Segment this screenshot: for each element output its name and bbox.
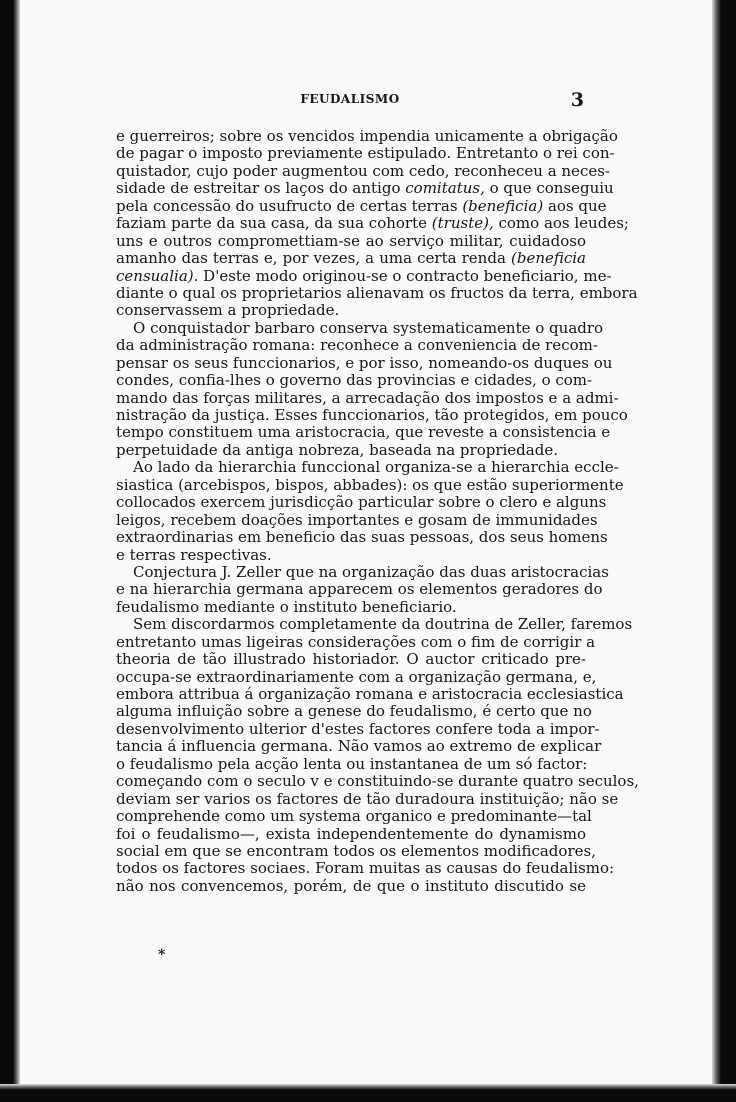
text-line <box>116 562 609 581</box>
text-line <box>116 826 586 843</box>
text-line <box>116 179 614 198</box>
text-segment: siastica (arcebispos, bispos, abbades): os que estão superiormente <box>116 475 624 494</box>
text-line <box>116 336 598 355</box>
page-number: 3 <box>570 89 584 111</box>
text-line <box>116 615 633 634</box>
paragraph <box>116 458 624 564</box>
paragraph <box>116 318 628 460</box>
text-segment: leigos, recebem doações importantes e gosam de immunidades <box>116 510 598 529</box>
text-line <box>116 859 615 878</box>
text-segment: O conquistador barbaro conserva systematicamente o quadro <box>133 318 604 337</box>
text-segment: embora attribua á organização romana e aristocracia ecclesiastica <box>116 685 624 703</box>
italic-term: (beneficia) <box>462 196 544 215</box>
body-text <box>116 127 639 895</box>
page-header <box>116 89 584 114</box>
text-segment: começando com o seculo v e constituindo-se durante quatro seculos, <box>116 772 639 791</box>
italic-term: comitatus, <box>405 179 485 198</box>
paragraph <box>116 127 638 320</box>
text-segment: tempo constituem uma aristocracia, que reveste a consistencia e <box>116 423 611 442</box>
text-segment: Ao lado da hierarchia funccional organiza-se a hierarchia eccle- <box>133 458 619 477</box>
text-segment: nistração da justiça. Esses funccionarios, tão protegidos, em pouco <box>116 406 628 424</box>
text-segment: e na hierarchia germana apparecem os elementos geradores do <box>116 580 603 599</box>
text-line <box>116 161 610 180</box>
text-line <box>116 266 612 285</box>
text-segment: feudalismo mediante o instituto beneficiario. <box>116 597 457 616</box>
text-segment: pensar os seus funccionarios, e por isso, nomeando-os duques ou <box>116 353 613 372</box>
text-segment: e guerreiros; sobre os vencidos impendia unicamente a obrigação <box>116 127 618 145</box>
text-line <box>116 442 586 459</box>
text-segment: alguma influição sobre a genese do feudalismo, é certo que no <box>116 702 592 721</box>
text-segment: não nos convencemos, porém, de que o instituto discutido se <box>116 876 586 895</box>
text-segment: comprehende como um systema organico e predominante—tal <box>116 807 592 826</box>
text-segment: de pagar o imposto previamente estipulado. Entretanto o rei con- <box>116 144 615 163</box>
text-segment: Sem discordarmos completamente da doutrina de Zeller, faremos <box>133 615 633 634</box>
text-line <box>116 353 613 372</box>
text-line <box>116 772 639 791</box>
text-line <box>116 406 628 424</box>
text-line <box>116 807 592 826</box>
text-line <box>116 580 603 599</box>
italic-term: (beneficia <box>510 249 586 268</box>
text-segment: social em que se encontram todos os elementos modificadores, <box>116 841 596 860</box>
text-line <box>116 127 618 145</box>
text-segment: extraordinarias em beneficio das suas pessoas, dos seus homens <box>116 528 608 547</box>
text-segment: perpetuidade da antiga nobreza, baseada na propriedade. <box>116 440 558 459</box>
text-line <box>116 841 596 860</box>
text-segment: sidade de estreitar os laços do antigo <box>116 179 406 198</box>
text-segment: conservassem a propriedade. <box>116 301 340 320</box>
text-segment: e terras respectivas. <box>116 545 272 564</box>
text-line <box>116 702 592 721</box>
text-segment: quistador, cujo poder augmentou com cedo, reconheceu a neces- <box>116 161 610 180</box>
text-line <box>116 196 607 215</box>
text-segment: uns e outros compromettiam-se ao serviço militar, cuidadoso <box>116 231 586 250</box>
text-line <box>116 737 602 756</box>
text-line <box>116 756 586 773</box>
text-segment: da administração romana: reconhece a conveniencia de recom- <box>116 336 598 355</box>
scan-border-left <box>0 0 20 1102</box>
text-line <box>116 423 611 442</box>
text-segment: diante o qual os proprietarios alienavam os fructos da terra, embora <box>116 283 638 302</box>
text-line <box>116 388 619 407</box>
text-line <box>116 371 593 390</box>
text-segment: desenvolvimento ulterior d'estes factores confere toda a impor- <box>116 719 600 738</box>
text-segment: todos os factores sociaes. Foram muitas as causas do feudalismo: <box>116 859 615 878</box>
text-line <box>116 144 615 163</box>
text-segment: occupa-se extraordinariamente com a organização germana, e, <box>116 667 597 686</box>
italic-term: censualia). <box>116 266 199 285</box>
text-segment: entretanto umas ligeiras considerações com o fim de corrigir a <box>116 632 596 651</box>
text-line <box>116 878 586 895</box>
text-line <box>116 599 586 616</box>
text-line <box>116 789 619 808</box>
text-segment: condes, confia-lhes o governo das provincias e cidades, o com- <box>116 371 593 390</box>
text-line <box>116 719 600 738</box>
running-title: FEUDALISMO <box>300 92 400 106</box>
text-segment: foi o feudalismo—, exista independentemente do dynamismo <box>116 824 586 843</box>
text-line <box>116 214 629 233</box>
text-segment: aos que <box>543 196 607 215</box>
text-line <box>116 547 586 564</box>
text-segment: Conjectura J. Zeller que na organização das duas aristocracias <box>133 562 609 581</box>
text-line <box>116 510 598 529</box>
signature-mark: * <box>158 947 166 963</box>
text-line <box>116 283 638 302</box>
text-segment: o feudalismo pela acção lenta ou instantanea de um só factor: <box>116 754 588 773</box>
text-line <box>116 667 597 686</box>
text-segment: o que conseguiu <box>484 179 614 198</box>
text-segment: como aos leudes; <box>493 214 629 233</box>
text-line <box>116 493 607 512</box>
text-line <box>116 685 624 703</box>
text-line <box>116 475 624 494</box>
text-line <box>116 632 596 651</box>
text-segment: collocados exercem jurisdicção particular sobre o clero e alguns <box>116 493 607 512</box>
text-segment: pela concessão do usufructo de certas terras <box>116 196 463 215</box>
text-segment: amanho das terras e, por vezes, a uma certa renda <box>116 249 511 268</box>
text-segment: faziam parte da sua casa, da sua cohorte <box>116 214 432 233</box>
text-line <box>116 250 586 267</box>
text-segment: theoria de tão illustrado historiador. O auctor criticado pre- <box>116 650 586 669</box>
text-segment: deviam ser varios os factores de tão duradoura instituição; não se <box>116 789 619 808</box>
text-line <box>116 233 586 250</box>
text-line <box>116 318 604 337</box>
text-segment: tancia á influencia germana. Não vamos ao extremo de explicar <box>116 737 602 756</box>
paragraph <box>116 562 609 616</box>
text-line <box>116 458 619 477</box>
text-line <box>116 528 608 547</box>
scan-border-right <box>712 0 736 1102</box>
text-line <box>116 651 586 668</box>
text-segment: mando das forças militares, a arrecadação dos impostos e a admi- <box>116 388 619 407</box>
italic-term: (truste), <box>431 214 494 233</box>
paragraph <box>116 615 639 895</box>
text-segment: D'este modo originou-se o contracto beneficiario, me- <box>198 266 612 285</box>
text-line <box>116 302 586 319</box>
scan-border-bottom <box>0 1084 736 1102</box>
